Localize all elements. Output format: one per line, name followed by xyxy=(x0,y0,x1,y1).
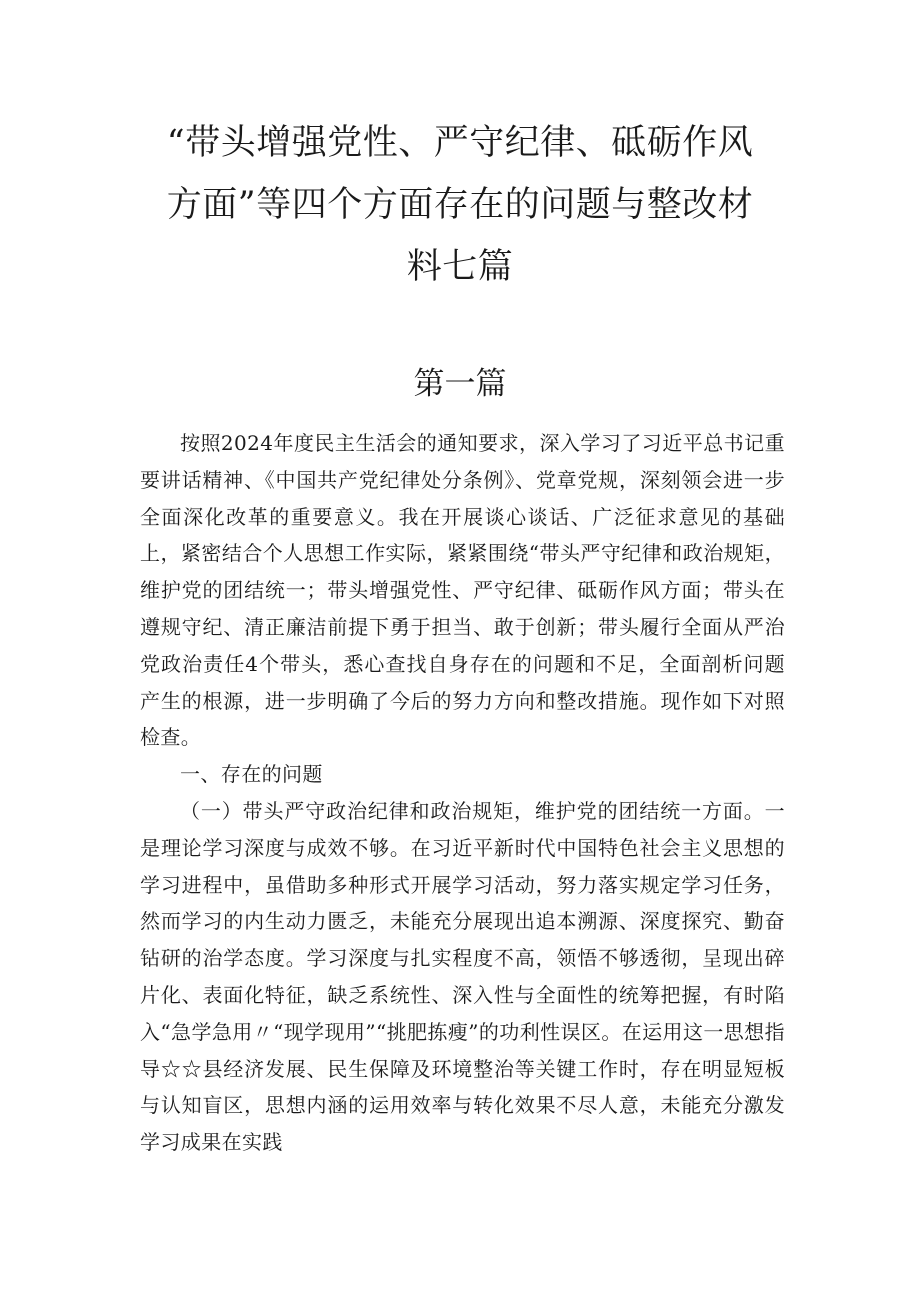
document-body xyxy=(140,425,785,1161)
section-title: 第一篇 xyxy=(413,366,507,402)
body-paragraph-point-one: （一）带头严守政治纪律和政治规矩，维护党的团结统一方面。一是理论学习深度与成效不够。在习近平新时代中国特色社会主义思想的学习进程中，虽借助多种形式开展学习活动，努力落实规定学习任务，然而学习的内生动力匮乏，未能充分展现出追本溯源、深度探究、勤奋钻研的治学态度。学习深度与扎实程度不高，领悟不够透彻，呈现出碎片化、表面化特征，缺乏系统性、深入性与全面性的统筹把握，有时陷入“急学急用〃“现学现用”“挑肥拣瘦”的功利性误区。在运用这一思想指导☆☆县经济发展、民生保障及环境整治等关键工作时，存在明显短板与认知盲区，思想内涵的运用效率与转化效果不尽人意，未能充分激发学习成果在实践 xyxy=(140,798,785,1155)
body-paragraph-intro: 按照2024年度民主生活会的通知要求，深入学习了习近平总书记重要讲话精神、《中国共产党纪律处分条例》、党章党规，深刻领会进一步全面深化改革的重要意义。我在开展谈心谈话、广泛征求意见的基础上，紧密结合个人思想工作实际，紧紧围绕“带头严守纪律和政治规矩，维护党的团结统一；带头增强党性、严守纪律、砥砺作风方面；带头在遵规守纪、清正廉洁前提下勇于担当、敢于创新；带头履行全面从严治党政治责任4个带头，悉心查找自身存在的问题和不足，全面剖析问题产生的根源，进一步明确了今后的努力方向和整改措施。现作如下对照检查。 xyxy=(140,431,785,750)
document-title: “带头增强党性、严守纪律、砥砺作风方面”等四个方面存在的问题与整改材料七篇 xyxy=(166,123,754,287)
body-heading-problems: 一、存在的问题 xyxy=(180,762,323,787)
